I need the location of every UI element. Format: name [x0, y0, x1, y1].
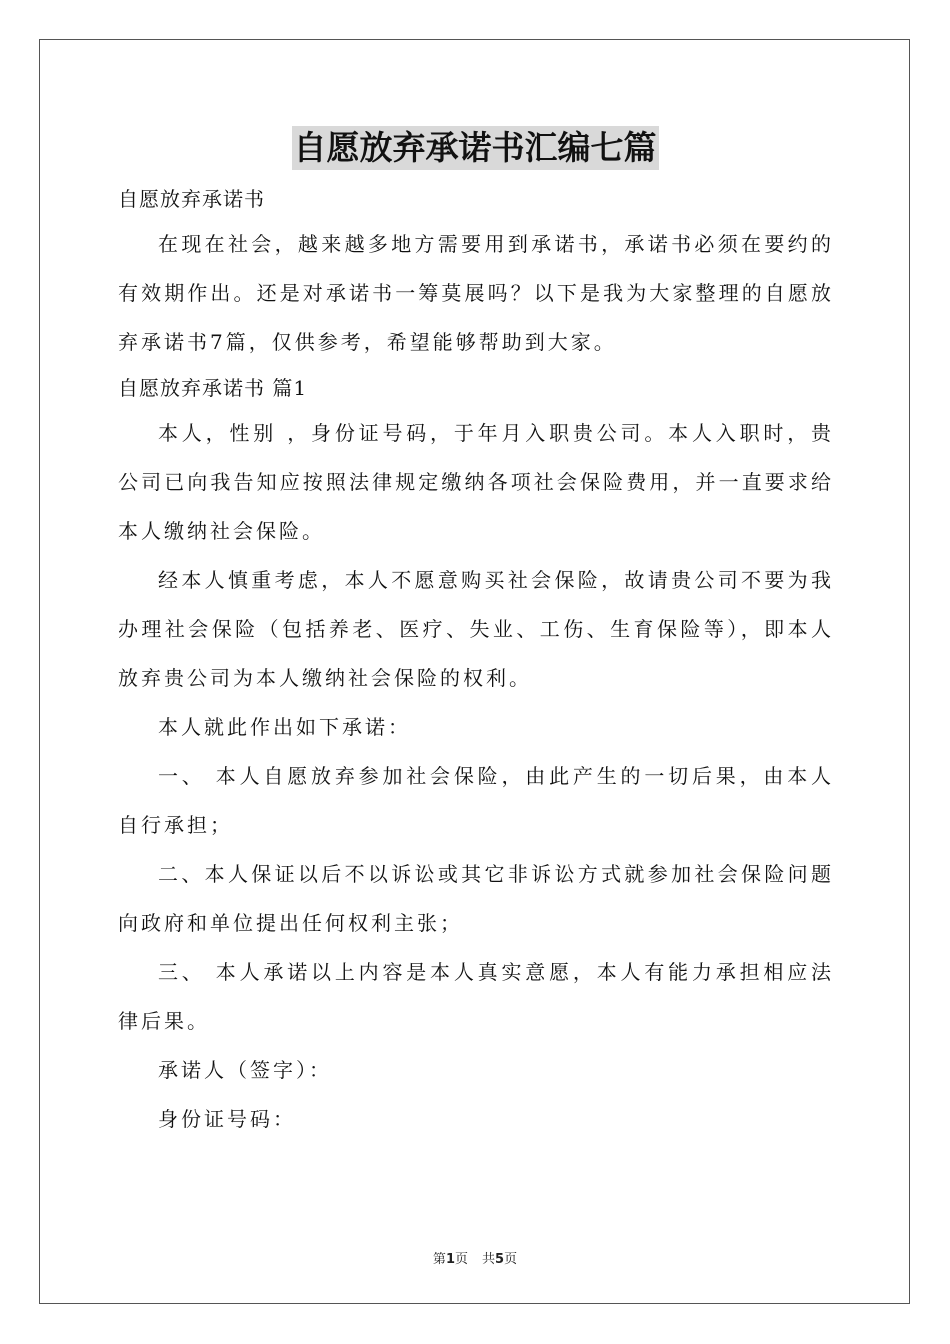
paragraph-commitment-intro: 本人就此作出如下承诺： [158, 715, 411, 739]
title-container [0, 126, 950, 170]
paragraph-decision: 经本人慎重考虑，本人不愿意购买社会保险，故请贵公司不要为我办理社会保险（包括养老、医疗、失业、工伤、生育保险等），即本人放弃贵公司为本人缴纳社会保险的权利。 [118, 568, 834, 690]
page-suffix: 页 [454, 1252, 468, 1267]
paragraph-identity: 本人，性别 ，身份证号码，于年月入职贵公司。本人入职时，贵公司已向我告知应按照法律规定缴纳各项社会保险费用，并一直要求给本人缴纳社会保险。 [118, 421, 834, 543]
page-total: 5 [495, 1252, 505, 1267]
page-current: 1 [445, 1252, 455, 1267]
document-title: 自愿放弃承诺书汇编七篇 [292, 126, 659, 170]
intro-heading: 自愿放弃承诺书 [118, 187, 265, 211]
page-prefix: 第 [432, 1252, 446, 1267]
commitment-item-2: 二、本人保证以后不以诉讼或其它非诉讼方式就参加社会保险问题向政府和单位提出任何权利主张； [118, 862, 834, 935]
commitment-item-3: 三、 本人承诺以上内容是本人真实意愿，本人有能力承担相应法律后果。 [118, 960, 834, 1033]
document-body [118, 178, 834, 1144]
signature-line: 承诺人（签字）： [158, 1058, 332, 1082]
total-prefix: 共 [482, 1252, 496, 1267]
intro-paragraph: 在现在社会，越来越多地方需要用到承诺书，承诺书必须在要约的有效期作出。还是对承诺书一筹莫展吗？以下是我为大家整理的自愿放弃承诺书7篇，仅供参考，希望能够帮助到大家。 [118, 232, 834, 354]
total-suffix: 页 [504, 1252, 518, 1267]
page-footer [0, 1248, 950, 1267]
section-heading: 自愿放弃承诺书 篇1 [118, 376, 308, 400]
id-number-line: 身份证号码： [158, 1107, 296, 1131]
commitment-item-1: 一、 本人自愿放弃参加社会保险，由此产生的一切后果，由本人自行承担； [118, 764, 834, 837]
